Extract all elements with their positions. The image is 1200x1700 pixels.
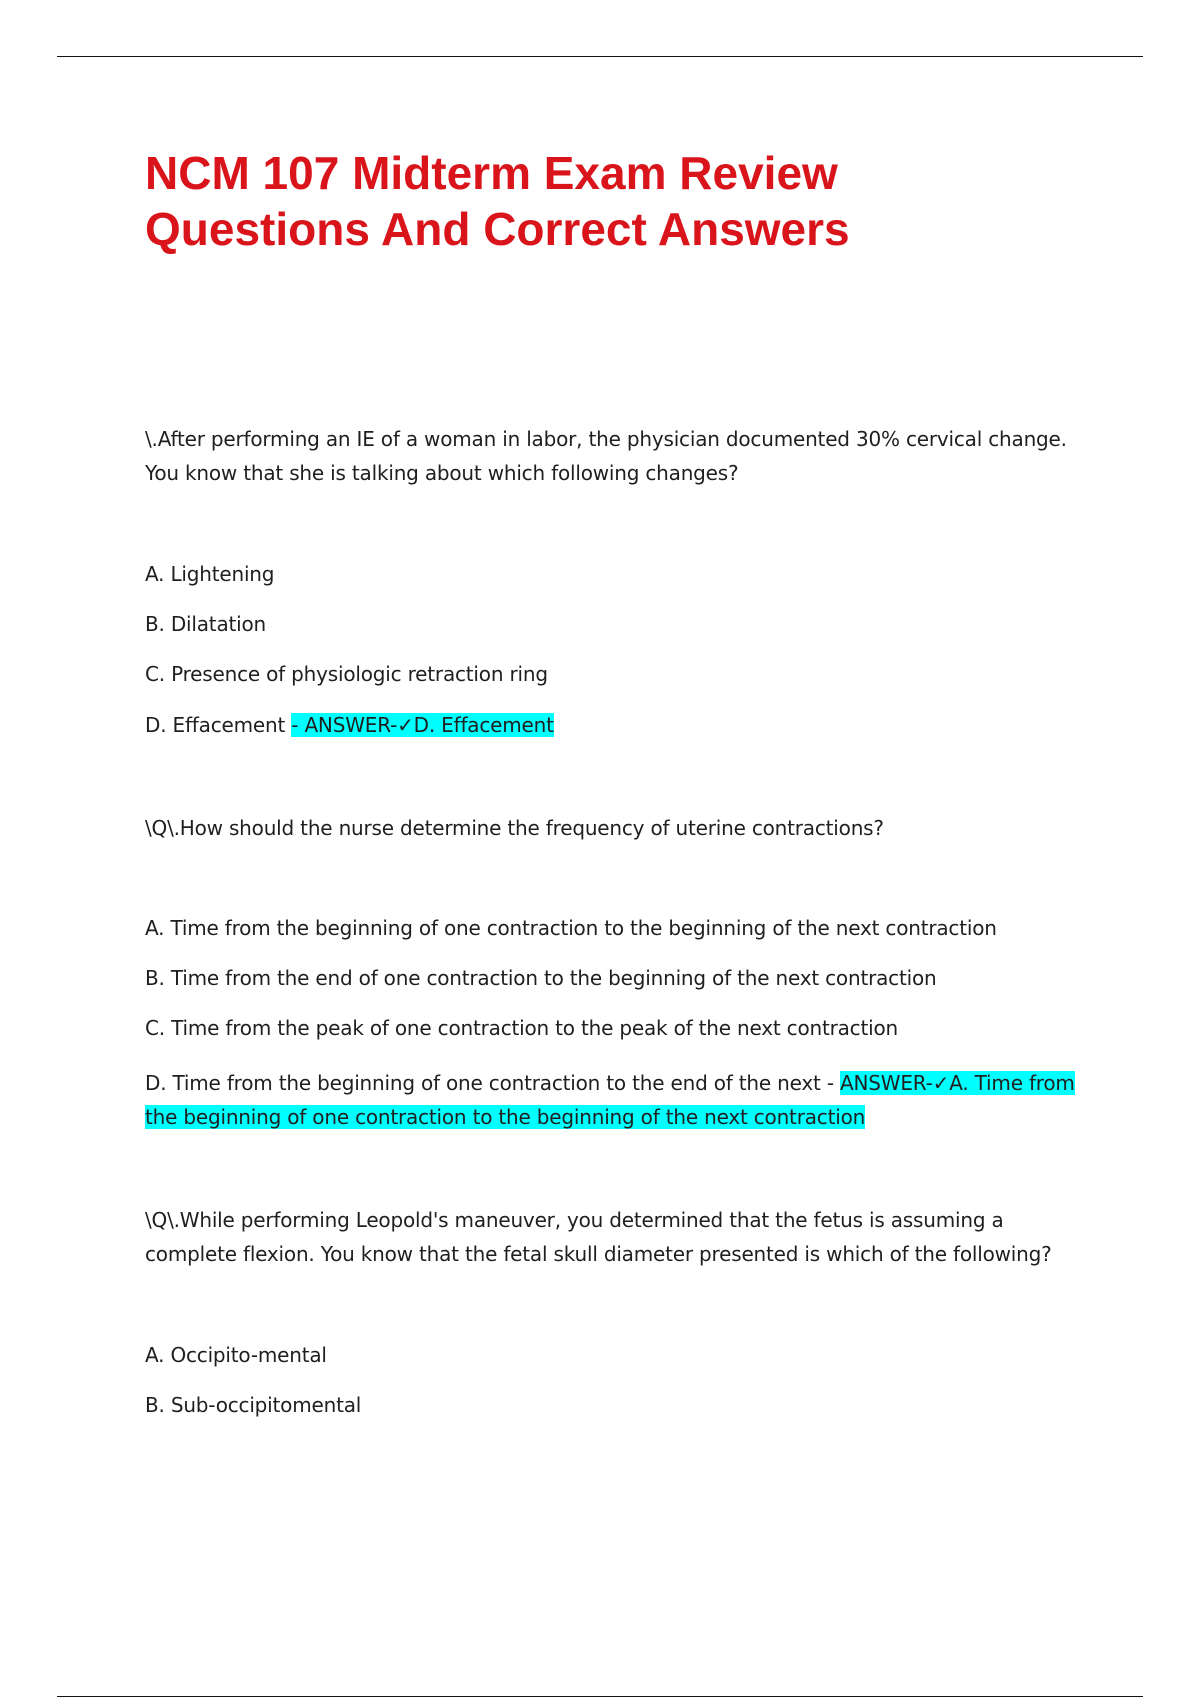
question-3-option-a: A. Occipito-mental: [145, 1343, 327, 1367]
question-1-option-d-label: D. Effacement: [145, 713, 286, 737]
question-2-option-a: A. Time from the beginning of one contraction to the beginning of the next contraction: [145, 916, 997, 940]
title-line-1: NCM 107 Midterm Exam Review: [145, 147, 838, 199]
question-2-option-b: B. Time from the end of one contraction to the beginning of the next contraction: [145, 966, 937, 990]
question-3-option-b: B. Sub-occipitomental: [145, 1393, 362, 1417]
title-line-2: Questions And Correct Answers: [145, 203, 850, 255]
question-3-prompt: \Q\.While performing Leopold's maneuver, you determined that the fetus is assuming a complete flexion. You know that the fetal skull diameter presented is which of the following?: [145, 1208, 1052, 1266]
document-title: [145, 145, 850, 257]
question-2-option-c: C. Time from the peak of one contraction to the peak of the next contraction: [145, 1016, 898, 1040]
question-1-answer: - ANSWER-✓D. Effacement: [291, 713, 554, 737]
bottom-rule: [57, 1696, 1143, 1697]
top-rule: [57, 56, 1143, 57]
question-1-option-b: B. Dilatation: [145, 612, 267, 636]
question-2-answer: ANSWER-✓A. Time from the beginning of one contraction to the beginning of the next contraction: [145, 1071, 1075, 1129]
question-2-option-d: [145, 1066, 1085, 1134]
question-2-option-d-label: D. Time from the beginning of one contraction to the end of the next -: [145, 1071, 840, 1095]
question-1-option-a: A. Lightening: [145, 562, 275, 586]
question-2-prompt: \Q\.How should the nurse determine the frequency of uterine contractions?: [145, 816, 884, 840]
question-1-option-d: [145, 713, 554, 737]
question-1-option-c: C. Presence of physiologic retraction ring: [145, 662, 548, 686]
question-1-prompt: \.After performing an IE of a woman in labor, the physician documented 30% cervical change. You know that she is talking about which following changes?: [145, 427, 1067, 485]
